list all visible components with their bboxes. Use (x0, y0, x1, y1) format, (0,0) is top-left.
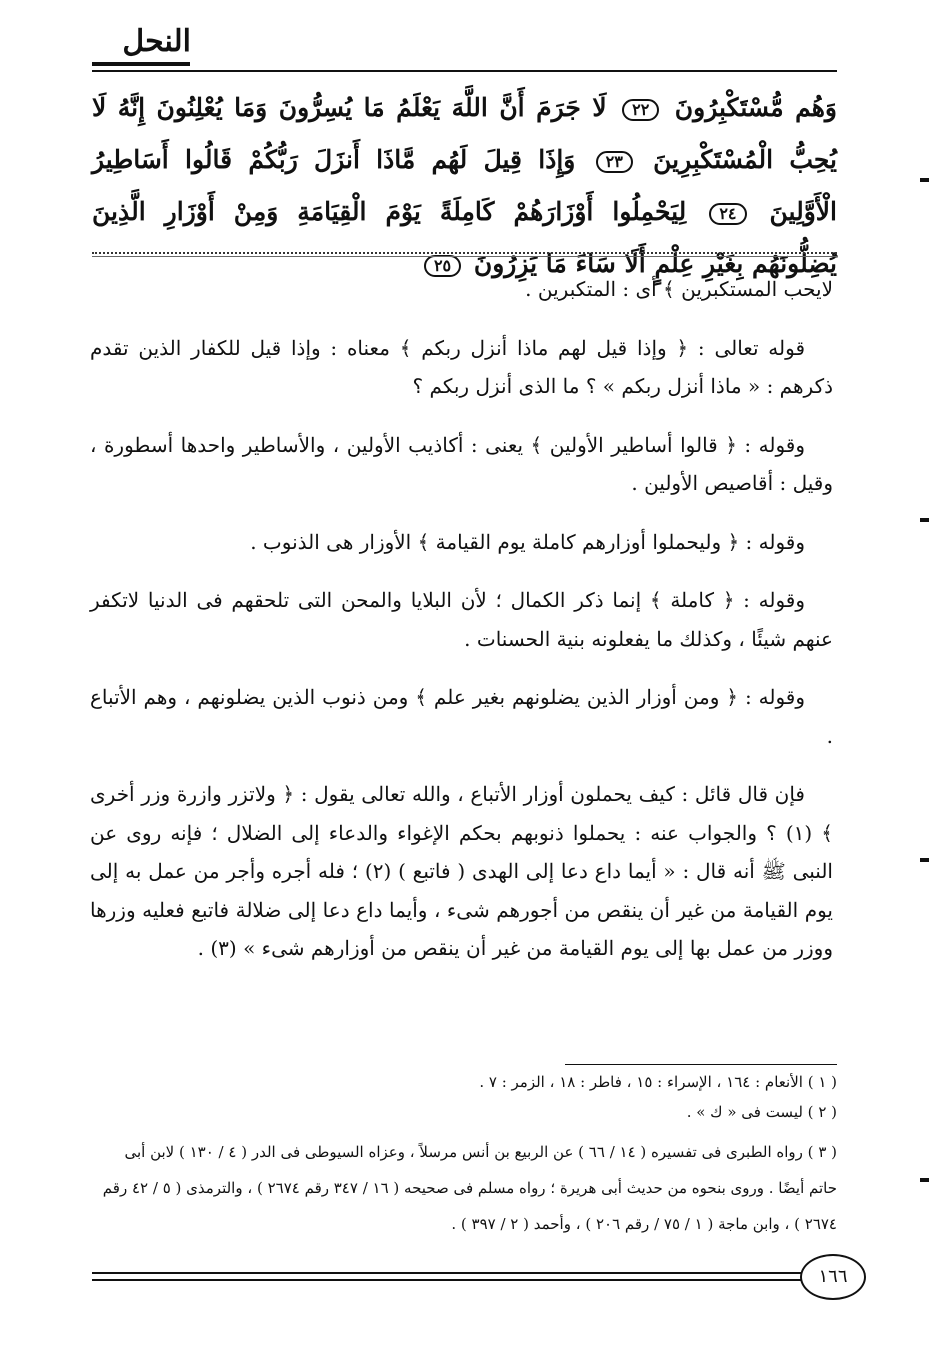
separator-line (92, 256, 837, 257)
footnote-rule (565, 1064, 837, 1065)
page-number: ١٦٦ (800, 1254, 866, 1300)
footnotes (92, 1070, 837, 1248)
verse-text: لِيَحْمِلُوا أَوْزَارَهُمْ كَامِلَةً يَوْمَ الْقِيَامَةِ وَمِنْ أَوْزَارِ الَّذِينَ يُضِلُّونَهُم بِغَيْرِ عِلْمٍ أَلَا سَاءَ مَا يَزِرُونَ (92, 197, 837, 278)
footnote: ( ١ ) الأنعام : ١٦٤ ، الإسراء : ١٥ ، فاطر : ١٨ ، الزمر : ٧ . (479, 1073, 837, 1091)
ayah-marker: ٢٣ (596, 151, 633, 173)
paragraph: قوله تعالى : ﴿ وإذا قيل لهم ماذا أنزل ربكم ﴾ معناه : وإذا قيل للكفار الذين تقدم ذكرهم : « ماذا أنزل ربكم » ؟ ما الذى أنزل ربكم ؟ (90, 335, 833, 398)
paragraph: وقوله : ﴿ قالوا أساطير الأولين ﴾ يعنى : أكاذيب الأولين ، والأساطير واحدها أسطورة ، وقيل : أقاصيص الأولين . (90, 432, 833, 495)
ayah-marker: ٢٥ (424, 255, 461, 277)
verse-text: وَهُم مُّسْتَكْبِرُونَ (674, 93, 837, 122)
margin-mark (920, 1178, 929, 1182)
footer-rule (92, 1279, 837, 1281)
paragraph: وقوله : ﴿ وليحملوا أوزارهم كاملة يوم القيامة ﴾ الأوزار هى الذنوب . (250, 529, 805, 554)
header-rule (92, 70, 837, 72)
margin-mark (920, 178, 929, 182)
paragraph: وقوله : ﴿ كاملة ﴾ إنما ذكر الكمال ؛ لأن البلايا والمحن التى تلحقهم فى الدنيا لاتكفر عنهم شيئًا ، وكذلك ما يفعلونه بنية الحسنات . (90, 588, 833, 651)
header-underline (92, 62, 190, 66)
paragraph: وقوله : ﴿ ومن أوزار الذين يضلونهم بغير علم ﴾ ومن ذنوب الذين يضلونهم ، وهم الأتباع . (90, 685, 833, 748)
ayah-marker: ٢٤ (709, 203, 746, 225)
footnote: ( ٣ ) رواه الطبرى فى تفسيره ( ١٤ / ٦٦ ) عن الربيع بن أنس مرسلاً ، وعزاه السيوطى فى الدر ( ٤ / ١٣٠ ) لابن أبى حاتم أيضًا . وروى بنحوه من حديث أبى هريرة ؛ رواه مسلم فى صحيحه ( ١٦ / ٣٤٧ رقم ٢٦٧٤ ) ، والترمذى ( ٥ / ٤٢ رقم ٢٦٧٤ ) ، وابن ماجة ( ١ / ٧٥ / رقم ٢٠٦ ) ، وأحمد ( ٢ / ٣٩٧ ) . (102, 1143, 837, 1233)
ayah-marker: ٢٢ (622, 99, 659, 121)
quran-verses (92, 82, 837, 290)
surah-header-title: النحل (122, 24, 191, 59)
margin-mark (920, 858, 929, 862)
paragraph: فإن قال قائل : كيف يحملون أوزار الأتباع ، والله تعالى يقول : ﴿ ولاتزر وازرة وزر أخرى ﴾ (١) ؟ والجواب عنه : يحملوا ذنوبهم بحكم الإغواء والدعاء إلى الضلال ؛ فإنه روى عن النبى ﷺ أنه قال : « أيما داع دعا إلى الهدى ( فاتبع ) (٢) ؛ فله أجره وأجر من عمل به إلى يوم القيامة من غير أن ينقص من أجورهم شىء ، وأيما داع دعا إلى ضلالة فاتبع فعليه وزرها ووزر من عمل بها إلى يوم القيامة من غير أن ينقص من أوزارهم شىء » (٣) . (90, 782, 833, 960)
footer-rule (92, 1272, 837, 1274)
separator-dotted (92, 252, 837, 254)
footnote: ( ٢ ) ليست فى « ك » . (686, 1103, 837, 1121)
verse-text: وَإِذَا قِيلَ لَهُم مَّاذَا أَنزَلَ رَبُّكُمْ قَالُوا أَسَاطِيرُ الْأَوَّلِينَ (92, 145, 837, 226)
margin-mark (920, 518, 929, 522)
verse-text: لَا جَرَمَ أَنَّ اللَّهَ يَعْلَمُ مَا يُسِرُّونَ وَمَا يُعْلِنُونَ إِنَّهُ لَا يُحِبُّ الْمُسْتَكْبِرِينَ (92, 93, 837, 174)
commentary-text (90, 270, 833, 968)
paragraph: لايحب المستكبرين ﴾ أى : المتكبرين . (525, 277, 833, 301)
